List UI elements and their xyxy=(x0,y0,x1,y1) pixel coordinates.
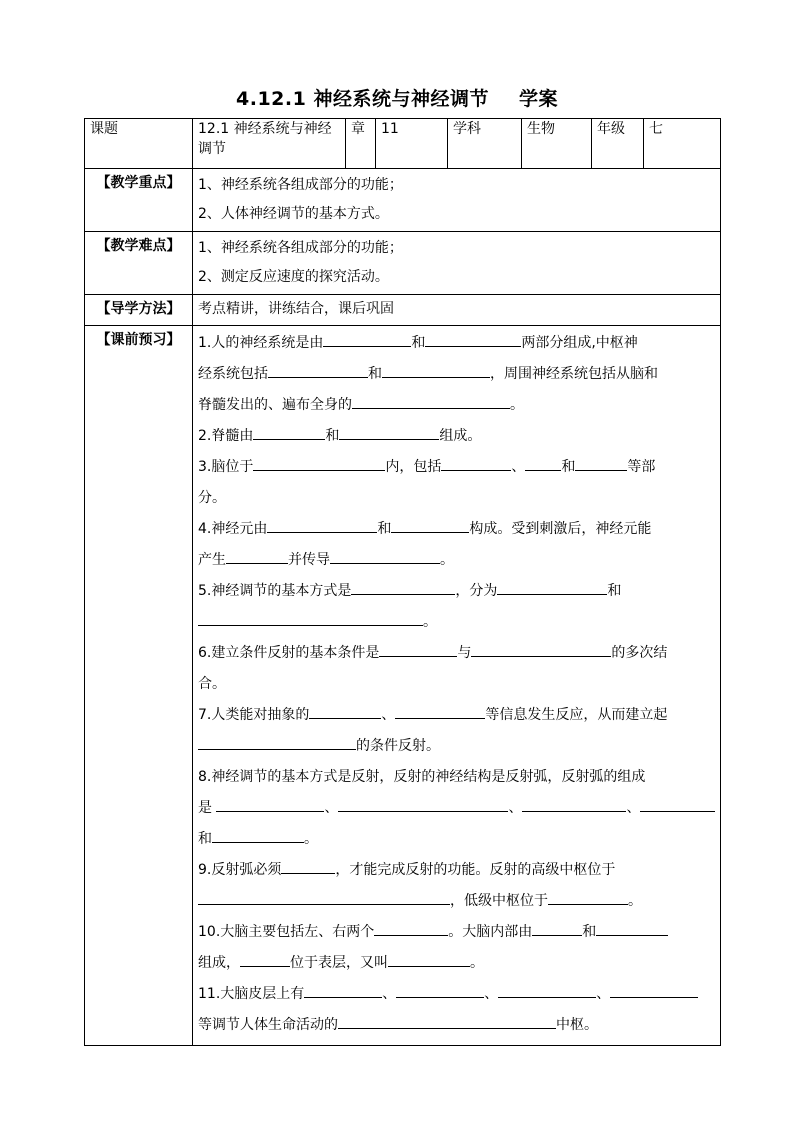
question-text: 的条件反射。 xyxy=(356,738,440,754)
fill-in-blank[interactable] xyxy=(338,797,508,812)
header-subject-label: 学科 xyxy=(448,119,522,169)
lesson-plan-table xyxy=(84,118,721,1046)
question-text: 与 xyxy=(457,645,472,661)
fill-in-blank[interactable] xyxy=(240,952,290,967)
question-text: 。 xyxy=(304,831,318,847)
preview-line xyxy=(198,855,715,886)
fill-in-blank[interactable] xyxy=(276,735,356,750)
preview-line xyxy=(198,917,715,948)
question-text: 、 xyxy=(626,800,641,816)
fill-in-blank[interactable] xyxy=(351,580,455,595)
question-text: 经系统包括 xyxy=(198,366,268,382)
question-text: 9.反射弧必须 xyxy=(198,862,282,878)
question-text: 、 xyxy=(511,459,526,475)
fill-in-blank[interactable] xyxy=(284,890,450,905)
question-text: 构成。受到刺激后，神经元能 xyxy=(469,521,652,537)
method-label: 【导学方法】 xyxy=(85,295,193,326)
fill-in-blank[interactable] xyxy=(532,921,582,936)
fill-in-blank[interactable] xyxy=(330,549,440,564)
question-text: 5.神经调节的基本方式是 xyxy=(198,583,352,599)
question-text: 、 xyxy=(508,800,523,816)
fill-in-blank[interactable] xyxy=(374,921,448,936)
fill-in-blank[interactable] xyxy=(226,549,288,564)
preview-line xyxy=(198,948,715,979)
preview-line xyxy=(198,979,715,1010)
preview-content xyxy=(193,326,721,1046)
fill-in-blank[interactable] xyxy=(388,952,470,967)
question-text: 的多次结 xyxy=(611,645,668,661)
question-text: 、 xyxy=(324,800,339,816)
question-text: 产生 xyxy=(198,552,226,568)
question-text: 。 xyxy=(423,614,437,630)
fill-in-blank[interactable] xyxy=(525,456,561,471)
header-grade-label: 年级 xyxy=(592,119,644,169)
fill-in-blank[interactable] xyxy=(396,983,484,998)
preview-line xyxy=(198,607,715,638)
question-text: 、 xyxy=(484,986,499,1002)
difficulties-label: 【教学难点】 xyxy=(85,232,193,295)
question-text: 3.脑位于 xyxy=(198,459,254,475)
question-text: 中枢。 xyxy=(556,1017,598,1033)
page-title xyxy=(0,84,794,111)
question-text: 组成。 xyxy=(439,428,482,444)
fill-in-blank[interactable] xyxy=(455,332,521,347)
question-text: 是 xyxy=(198,800,217,816)
fill-in-blank[interactable] xyxy=(382,363,490,378)
question-text: 等调节人体生命活动的 xyxy=(198,1017,338,1033)
key-point-1: 1、神经系统各组成部分的功能； xyxy=(198,177,403,193)
preview-line xyxy=(198,359,715,390)
preview-label: 【课前预习】 xyxy=(85,326,193,1046)
preview-line xyxy=(198,421,715,452)
question-text: ，才能完成反射的功能。反射的高级中枢位于 xyxy=(335,862,616,878)
key-point-2: 2、人体神经调节的基本方式。 xyxy=(198,206,389,222)
question-text: ，低级中枢位于 xyxy=(450,893,548,909)
preview-line xyxy=(198,700,715,731)
key-points-label: 【教学重点】 xyxy=(85,169,193,232)
question-text: 和 xyxy=(411,335,426,351)
difficulties-content xyxy=(193,232,721,295)
question-text: 内，包括 xyxy=(385,459,442,475)
preview-line xyxy=(198,731,715,762)
question-text: 、 xyxy=(382,986,397,1002)
question-text: 合。 xyxy=(198,676,226,692)
preview-line xyxy=(198,669,715,700)
preview-line xyxy=(198,576,715,607)
fill-in-blank[interactable] xyxy=(548,890,628,905)
header-row xyxy=(85,119,721,169)
question-text: 等信息发生反应，从而建立起 xyxy=(485,707,668,723)
difficulty-2: 2、测定反应速度的探究活动。 xyxy=(198,269,389,285)
header-topic-label: 课题 xyxy=(85,119,193,169)
fill-in-blank[interactable] xyxy=(471,642,611,657)
key-points-row xyxy=(85,169,721,232)
fill-in-blank[interactable] xyxy=(268,363,368,378)
preview-line xyxy=(198,514,715,545)
method-row xyxy=(85,295,721,326)
question-text: 1.人的神经系统是由 xyxy=(198,335,324,351)
question-text: 。 xyxy=(470,955,484,971)
preview-line xyxy=(198,483,715,514)
fill-in-blank[interactable] xyxy=(441,456,511,471)
question-text: 。 xyxy=(510,397,524,413)
fill-in-blank[interactable] xyxy=(267,518,377,533)
fill-in-blank[interactable] xyxy=(323,332,411,347)
question-text: 和 xyxy=(582,924,597,940)
preview-line xyxy=(198,824,715,855)
question-text: 2.脊髓由 xyxy=(198,428,254,444)
preview-line xyxy=(198,793,715,824)
question-text: 分。 xyxy=(198,490,226,506)
preview-line xyxy=(198,452,715,483)
preview-line xyxy=(198,886,715,917)
fill-in-blank[interactable] xyxy=(338,1014,556,1029)
question-text: 8.神经调节的基本方式是反射，反射的神经结构是反射弧，反射弧的组成 xyxy=(198,769,646,785)
question-text: ，分为 xyxy=(455,583,498,599)
fill-in-blank[interactable] xyxy=(198,611,343,626)
question-text: 并传导 xyxy=(288,552,330,568)
question-text: 。大脑内部由 xyxy=(448,924,533,940)
question-text: 11.大脑皮层上有 xyxy=(198,986,305,1002)
difficulties-row xyxy=(85,232,721,295)
fill-in-blank[interactable] xyxy=(575,456,627,471)
fill-in-blank[interactable] xyxy=(425,332,455,347)
fill-in-blank[interactable] xyxy=(391,518,469,533)
question-text: 和 xyxy=(377,521,392,537)
fill-in-blank[interactable] xyxy=(339,425,439,440)
question-text: 。 xyxy=(440,552,454,568)
preview-line xyxy=(198,1010,715,1041)
preview-line xyxy=(198,328,715,359)
preview-line xyxy=(198,390,715,421)
fill-in-blank[interactable] xyxy=(281,859,335,874)
method-text: 考点精讲，讲练结合，课后巩固 xyxy=(198,301,394,317)
fill-in-blank[interactable] xyxy=(497,580,607,595)
fill-in-blank[interactable] xyxy=(253,425,325,440)
question-text: 和 xyxy=(368,366,382,382)
question-text: 6.建立条件反射的基本条件是 xyxy=(198,645,380,661)
fill-in-blank[interactable] xyxy=(309,704,381,719)
fill-in-blank[interactable] xyxy=(304,983,382,998)
preview-row xyxy=(85,326,721,1046)
question-text: 7.人类能对抽象的 xyxy=(198,707,310,723)
question-text: 组成， xyxy=(198,955,240,971)
fill-in-blank[interactable] xyxy=(522,797,626,812)
preview-line xyxy=(198,545,715,576)
header-subject-value: 生物 xyxy=(522,119,592,169)
question-text: 位于表层，又叫 xyxy=(290,955,388,971)
preview-line xyxy=(198,762,715,793)
header-chapter-value: 11 xyxy=(376,119,448,169)
fill-in-blank[interactable] xyxy=(640,797,715,812)
fill-in-blank[interactable] xyxy=(395,704,485,719)
preview-line xyxy=(198,638,715,669)
header-grade-value: 七 xyxy=(644,119,721,169)
difficulty-1: 1、神经系统各组成部分的功能； xyxy=(198,240,403,256)
fill-in-blank[interactable] xyxy=(610,983,698,998)
question-text: 和 xyxy=(198,831,212,847)
title-suffix: 学案 xyxy=(518,88,558,110)
question-text: 两部分组成,中枢神 xyxy=(521,335,638,351)
fill-in-blank[interactable] xyxy=(352,394,510,409)
question-text: 脊髓发出的、遍布全身的 xyxy=(198,397,352,413)
question-text: 和 xyxy=(561,459,576,475)
fill-in-blank[interactable] xyxy=(212,828,304,843)
fill-in-blank[interactable] xyxy=(498,983,596,998)
question-text: 和 xyxy=(607,583,622,599)
fill-in-blank[interactable] xyxy=(379,642,457,657)
header-chapter-label: 章 xyxy=(346,119,376,169)
question-text: 和 xyxy=(325,428,340,444)
question-text: ，周围神经系统包括从脑和 xyxy=(490,366,658,382)
question-text: 、 xyxy=(381,707,396,723)
question-text: 10.大脑主要包括左、右两个 xyxy=(198,924,375,940)
fill-in-blank[interactable] xyxy=(253,456,385,471)
fill-in-blank[interactable] xyxy=(198,735,276,750)
question-text: 4.神经元由 xyxy=(198,521,268,537)
fill-in-blank[interactable] xyxy=(596,921,668,936)
header-topic-value: 12.1 神经系统与神经调节 xyxy=(193,119,346,169)
fill-in-blank[interactable] xyxy=(198,890,284,905)
question-text: 等部 xyxy=(627,459,656,475)
title-main: 4.12.1 神经系统与神经调节 xyxy=(236,88,489,110)
question-text: 、 xyxy=(596,986,611,1002)
question-text: 。 xyxy=(628,893,642,909)
fill-in-blank[interactable] xyxy=(216,797,324,812)
method-content xyxy=(193,295,721,326)
key-points-content xyxy=(193,169,721,232)
fill-in-blank[interactable] xyxy=(343,611,423,626)
